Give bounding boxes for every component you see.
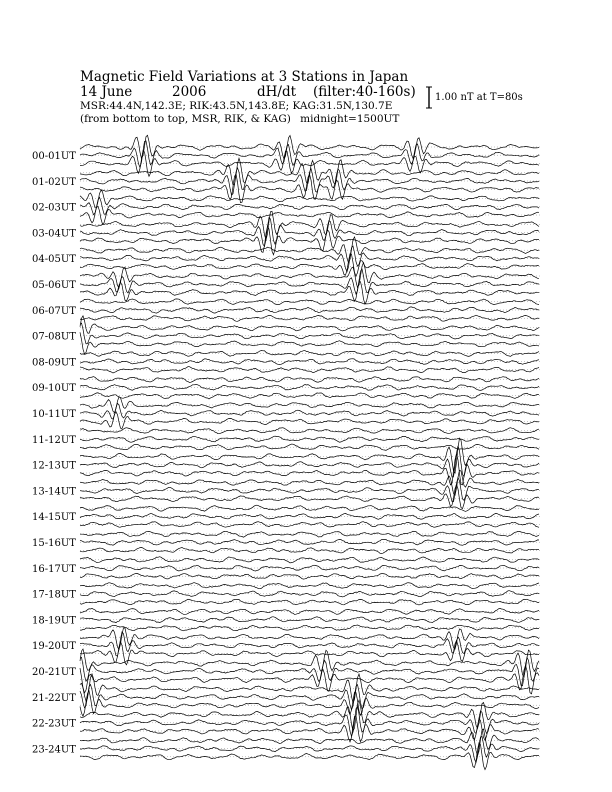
trace-kag	[80, 729, 539, 756]
trace-msr	[80, 226, 539, 255]
row-label: 08-09UT	[32, 357, 76, 369]
trace-kag	[80, 377, 539, 383]
trace-rik	[80, 706, 539, 736]
trace-msr	[80, 666, 539, 694]
order-note: (from bottom to top, MSR, RIK, & KAG)	[80, 113, 291, 125]
trace-rik	[80, 246, 539, 272]
row-label: 11-12UT	[32, 434, 76, 446]
trace-kag	[80, 397, 539, 413]
station-coordinates: MSR:44.4N,142.3E; RIK:43.5N,143.8E; KAG:31.5N,130.7E	[80, 100, 393, 112]
trace-msr	[80, 641, 539, 665]
trace-kag	[80, 190, 539, 208]
row-label: 17-18UT	[32, 589, 76, 601]
row-label: 00-01UT	[32, 151, 76, 162]
trace-msr	[80, 743, 539, 770]
row-label-layer	[32, 151, 76, 755]
date-year: 2006	[172, 84, 207, 100]
trace-msr	[80, 485, 539, 509]
row-label: 07-08UT	[32, 331, 76, 343]
trace-layer	[80, 135, 539, 769]
trace-kag	[80, 211, 539, 239]
trace-msr	[80, 254, 539, 276]
row-label: 05-06UT	[32, 280, 76, 291]
row-label: 18-19UT	[32, 615, 76, 627]
trace-msr	[80, 412, 539, 429]
trace-rik	[80, 657, 539, 686]
row-label: 01-02UT	[32, 176, 76, 188]
chart-title: Magnetic Field Variations at 3 Stations in Japan	[80, 69, 409, 85]
trace-rik	[80, 478, 539, 502]
row-label: 09-10UT	[32, 383, 76, 395]
row-label: 21-22UT	[32, 692, 76, 704]
row-label: 10-11UT	[32, 409, 76, 420]
trace-kag	[80, 557, 539, 563]
row-label: 22-23UT	[32, 718, 76, 730]
row-label: 15-16UT	[32, 538, 76, 549]
filter-label: (filter:40-160s)	[313, 84, 416, 100]
row-label: 14-15UT	[32, 512, 76, 524]
row-label: 23-24UT	[32, 744, 76, 756]
row-label: 02-03UT	[32, 202, 76, 214]
quantity-label: dH/dt	[257, 84, 297, 100]
row-label: 13-14UT	[32, 486, 76, 498]
trace-rik	[80, 197, 539, 215]
date-day: 14 June	[80, 84, 133, 100]
row-label: 12-13UT	[32, 460, 76, 472]
row-label: 19-20UT	[32, 641, 76, 653]
row-label: 03-04UT	[32, 228, 76, 240]
row-label: 16-17UT	[32, 563, 76, 575]
row-label: 20-21UT	[32, 667, 76, 678]
midnight-note: midnight=1500UT	[300, 113, 400, 125]
row-label: 06-07UT	[32, 305, 76, 317]
trace-kag	[80, 438, 539, 473]
trace-kag	[80, 608, 539, 614]
row-label: 04-05UT	[32, 254, 76, 266]
trace-kag	[80, 505, 539, 511]
scale-bar-label: 1.00 nT at T=80s	[435, 92, 523, 103]
